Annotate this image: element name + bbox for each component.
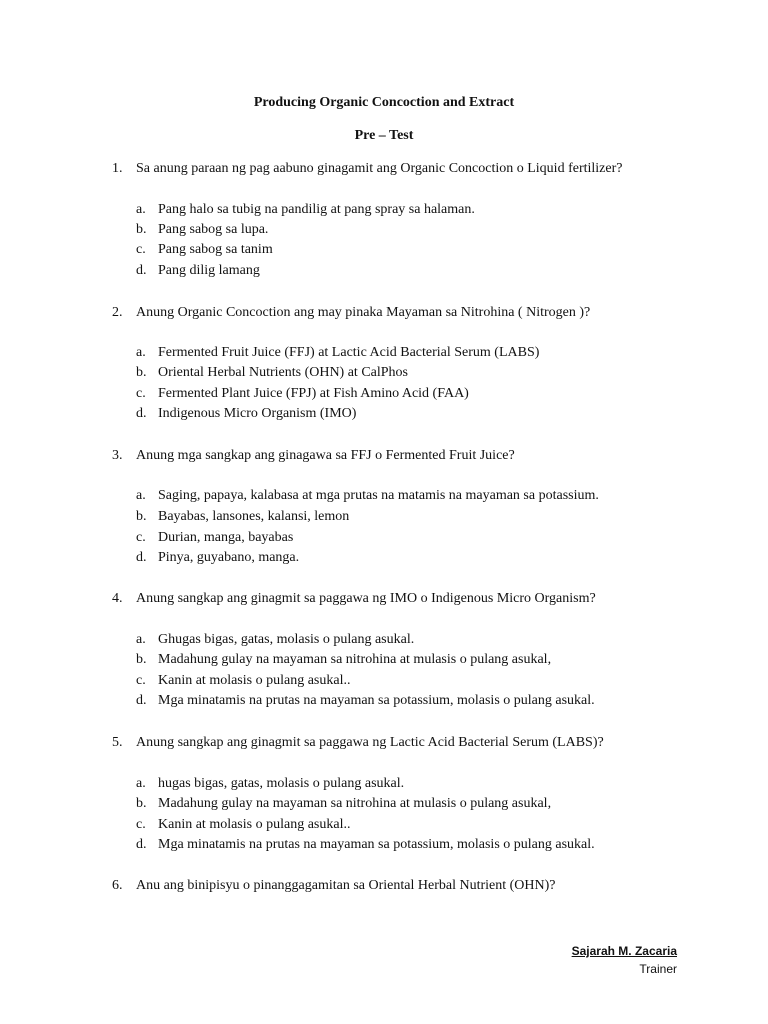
option-letter: c.: [136, 817, 146, 832]
signatory-name: Sajarah M. Zacaria: [571, 944, 677, 958]
option-text: Indigenous Micro Organism (IMO): [158, 406, 357, 421]
option-letter: d.: [136, 693, 147, 708]
question-number: 5.: [112, 735, 123, 750]
option-letter: b.: [136, 796, 147, 811]
option-1b: [136, 222, 268, 238]
option-3b: [136, 509, 349, 525]
option-text: hugas bigas, gatas, molasis o pulang asukal.: [158, 776, 405, 791]
option-letter: a.: [136, 488, 146, 503]
question-text: Anung Organic Concoction ang may pinaka Mayaman sa Nitrohina ( Nitrogen )?: [136, 305, 591, 320]
question-4: [112, 591, 596, 607]
question-1: [112, 161, 622, 177]
option-letter: b.: [136, 365, 147, 380]
option-2c: [136, 386, 469, 402]
option-letter: a.: [136, 202, 146, 217]
option-letter: d.: [136, 263, 147, 278]
option-text: Mga minatamis na prutas na mayaman sa potassium, molasis o pulang asukal.: [158, 693, 595, 708]
option-5c: [136, 817, 350, 833]
option-text: Madahung gulay na mayaman sa nitrohina at mulasis o pulang asukal,: [158, 652, 552, 667]
question-number: 4.: [112, 591, 123, 606]
option-2a: [136, 345, 539, 361]
question-2: [112, 305, 590, 321]
option-3a: [136, 488, 599, 504]
question-3: [112, 448, 515, 464]
option-4a: [136, 632, 414, 648]
question-number: 1.: [112, 161, 123, 176]
option-5b: [136, 796, 551, 812]
option-4b: [136, 652, 551, 668]
option-letter: d.: [136, 837, 147, 852]
option-text: Bayabas, lansones, kalansi, lemon: [158, 509, 350, 524]
option-text: Durian, manga, bayabas: [158, 530, 294, 545]
option-letter: b.: [136, 509, 147, 524]
option-letter: b.: [136, 652, 147, 667]
option-text: Ghugas bigas, gatas, molasis o pulang asukal.: [158, 632, 415, 647]
option-letter: b.: [136, 222, 147, 237]
question-number: 3.: [112, 448, 123, 463]
question-number: 2.: [112, 305, 123, 320]
question-5: [112, 735, 604, 751]
option-text: Pang sabog sa lupa.: [158, 222, 269, 237]
option-2d: [136, 406, 356, 422]
option-text: Pang sabog sa tanim: [158, 242, 273, 257]
question-number: 6.: [112, 878, 123, 893]
option-letter: a.: [136, 632, 146, 647]
option-1d: [136, 263, 260, 279]
document-title: Producing Organic Concoction and Extract: [253, 95, 515, 110]
option-1c: [136, 242, 273, 258]
option-text: Pinya, guyabano, manga.: [158, 550, 300, 565]
option-text: Kanin at molasis o pulang asukal..: [158, 817, 351, 832]
option-3c: [136, 530, 293, 546]
option-2b: [136, 365, 408, 381]
option-text: Fermented Plant Juice (FPJ) at Fish Amino Acid (FAA): [158, 386, 469, 401]
option-1a: [136, 202, 475, 218]
option-4c: [136, 673, 350, 689]
option-letter: a.: [136, 345, 146, 360]
option-letter: c.: [136, 242, 146, 257]
option-3d: [136, 550, 299, 566]
document-subtitle: Pre – Test: [354, 128, 414, 143]
option-4d: [136, 693, 595, 709]
question-text: Sa anung paraan ng pag aabuno ginagamit ang Organic Concoction o Liquid fertilizer?: [136, 161, 623, 176]
option-letter: c.: [136, 530, 146, 545]
option-text: Madahung gulay na mayaman sa nitrohina at mulasis o pulang asukal,: [158, 796, 552, 811]
option-text: Mga minatamis na prutas na mayaman sa potassium, molasis o pulang asukal.: [158, 837, 595, 852]
question-text: Anung sangkap ang ginagmit sa paggawa ng Lactic Acid Bacterial Serum (LABS)?: [136, 735, 604, 750]
question-text: Anu ang binipisyu o pinanggagamitan sa Oriental Herbal Nutrient (OHN)?: [136, 878, 556, 893]
option-letter: d.: [136, 550, 147, 565]
option-text: Fermented Fruit Juice (FFJ) at Lactic Acid Bacterial Serum (LABS): [158, 345, 540, 360]
option-letter: c.: [136, 386, 146, 401]
option-text: Pang halo sa tubig na pandilig at pang spray sa halaman.: [158, 202, 475, 217]
option-text: Saging, papaya, kalabasa at mga prutas na matamis na mayaman sa potassium.: [158, 488, 599, 503]
option-5a: [136, 776, 404, 792]
question-text: Anung sangkap ang ginagmit sa paggawa ng IMO o Indigenous Micro Organism?: [136, 591, 596, 606]
question-6: [112, 878, 556, 894]
option-text: Pang dilig lamang: [158, 263, 260, 278]
question-text: Anung mga sangkap ang ginagawa sa FFJ o Fermented Fruit Juice?: [136, 448, 515, 463]
option-letter: c.: [136, 673, 146, 688]
option-text: Oriental Herbal Nutrients (OHN) at CalPhos: [158, 365, 408, 380]
signatory-role: Trainer: [639, 962, 677, 976]
option-text: Kanin at molasis o pulang asukal..: [158, 673, 351, 688]
option-5d: [136, 837, 595, 853]
option-letter: d.: [136, 406, 147, 421]
option-letter: a.: [136, 776, 146, 791]
